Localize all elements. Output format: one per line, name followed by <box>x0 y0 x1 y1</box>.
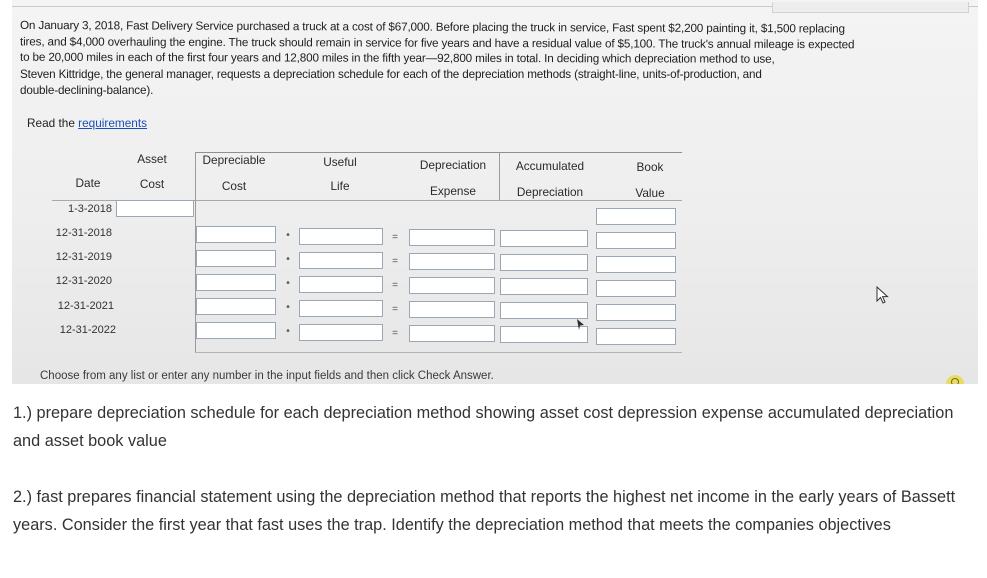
depreciation-expense-input-2[interactable] <box>409 253 495 270</box>
help-badge-icon[interactable] <box>946 375 964 384</box>
multiply-operator: • <box>286 230 290 241</box>
date-row-4: 12-31-2021 <box>57 300 114 312</box>
multiply-operator: • <box>286 278 290 289</box>
equals-operator: = <box>392 256 398 267</box>
read-requirements <box>27 116 147 130</box>
book-value-input-2[interactable] <box>596 256 676 273</box>
problem-text <box>20 20 975 99</box>
multiply-operator: • <box>286 326 290 337</box>
date-row-2: 12-31-2019 <box>55 251 112 263</box>
header-expense: Expense <box>430 184 476 198</box>
problem-line: double-declining-balance). <box>20 83 154 97</box>
book-value-input-1[interactable] <box>596 232 676 249</box>
asset-cost-input[interactable] <box>116 200 194 217</box>
problem-line: On January 3, 2018, Fast Delivery Service purchased a truck at a cost of $67,000. Before placing the truck in service, Fast spent $2,200 painting it, $1,500 replacing <box>19 18 845 36</box>
header-asset: Asset <box>137 152 167 166</box>
equals-operator: = <box>392 328 398 339</box>
header-depreciable: Depreciable <box>202 153 266 167</box>
accumulated-depreciation-input-5[interactable] <box>500 326 588 343</box>
header-asset-cost: Cost <box>139 177 165 191</box>
table-bottom-border <box>195 352 682 353</box>
accumulated-depreciation-input-3[interactable] <box>500 278 588 295</box>
date-row-5: 12-31-2022 <box>59 324 116 336</box>
col-divider-expense <box>499 152 500 200</box>
accumulated-depreciation-input-1[interactable] <box>500 230 588 247</box>
header-accumulated: Accumulated <box>515 159 585 173</box>
depreciation-expense-input-5[interactable] <box>409 325 495 342</box>
useful-life-input-2[interactable] <box>299 252 383 269</box>
book-value-input-5[interactable] <box>596 328 676 345</box>
depreciable-cost-input-1[interactable] <box>196 226 276 243</box>
book-value-input-3[interactable] <box>596 280 676 297</box>
question-1: 1.) prepare depreciation schedule for each depreciation method showing asset cost depression expense accumulated depreciation and asset book value <box>13 404 954 450</box>
equals-operator: = <box>392 304 398 315</box>
accumulated-depreciation-input-4[interactable] <box>500 302 588 319</box>
date-row-1: 12-31-2018 <box>55 227 112 239</box>
equals-operator: = <box>392 232 398 243</box>
header-life: Life <box>330 179 350 193</box>
header-depreciation: Depreciation <box>419 158 487 172</box>
header-depreciable-cost: Cost <box>221 179 247 193</box>
date-row-3: 12-31-2020 <box>55 275 112 287</box>
problem-line: to be 20,000 miles in each of the first four years and 12,800 miles in the fifth year—92,800 miles in total. In deciding which depreciation method to use, <box>19 51 775 67</box>
header-book-value: Value <box>635 186 665 200</box>
depreciable-cost-input-4[interactable] <box>196 298 276 315</box>
header-accumulated-depreciation: Depreciation <box>516 185 584 199</box>
instruction-note: Choose from any list or enter any number in the input fields and then click Check Answer. <box>40 370 494 382</box>
depreciation-expense-input-3[interactable] <box>409 277 495 294</box>
useful-life-input-3[interactable] <box>299 276 383 293</box>
top-frame <box>772 2 969 13</box>
depreciable-cost-input-3[interactable] <box>196 274 276 291</box>
depreciable-cost-input-5[interactable] <box>196 322 276 339</box>
header-useful: Useful <box>323 155 357 169</box>
multiply-operator: • <box>286 302 290 313</box>
header-date: Date <box>75 176 101 190</box>
book-value-input-0[interactable] <box>596 208 676 225</box>
requirements-link[interactable]: requirements <box>78 116 148 130</box>
problem-line: Steven Kittridge, the general manager, requests a depreciation schedule for each of the depreciation methods (straight-line, units-of-production, and <box>20 68 762 82</box>
mouse-pointer-icon <box>876 286 890 306</box>
equals-operator: = <box>392 280 398 291</box>
useful-life-input-5[interactable] <box>299 324 383 341</box>
header-book: Book <box>636 160 664 174</box>
useful-life-input-1[interactable] <box>299 228 383 245</box>
date-row-0: 1-3-2018 <box>67 203 112 215</box>
depreciation-expense-input-1[interactable] <box>409 229 495 246</box>
problem-screenshot <box>12 0 978 384</box>
multiply-operator: • <box>286 254 290 265</box>
depreciation-expense-input-4[interactable] <box>409 301 495 318</box>
read-prefix: Read the <box>27 116 75 130</box>
book-value-input-4[interactable] <box>596 304 676 321</box>
question-2: 2.) fast prepares financial statement using the depreciation method that reports the highest net income in the early years of Bassett years. Consider the first year that fast uses the trap. Identify the depreciation method that meets the companies objectives <box>13 488 956 534</box>
depreciable-cost-input-2[interactable] <box>196 250 276 267</box>
text-cursor-icon <box>576 318 586 332</box>
accumulated-depreciation-input-2[interactable] <box>500 254 588 271</box>
problem-line: tires, and $4,000 overhauling the engine. The truck should remain in service for five years and have a residual value of $5,100. The truck's annual mileage is expected <box>19 35 855 51</box>
useful-life-input-4[interactable] <box>299 300 383 317</box>
header-bottom-right <box>195 200 682 201</box>
